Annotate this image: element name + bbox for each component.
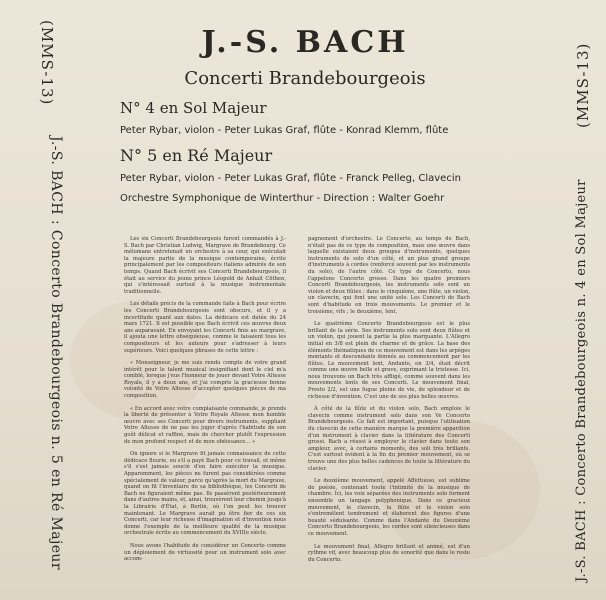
liner-paragraph: « Monseigneur, je me suis rendu compte de votre grand intérêt pour le talent musical insignifiant dont le ciel m'a comblé, lorsque j'eus l'honneur de jouer devant Votre Altesse Royale, il y a deux ans, et j'ai compris la gracieuse bonne volonté de Votre Altesse d'accepter quelques pièces de ma composition. [124,360,286,400]
work-title: Concerti Brandebourgeois [184,68,426,89]
liner-paragraph: À côté de la flûte et du violon solo, Bach emploie le clavecin comme instrument solo dans son Ve Concerto Brandebourgeois. Ce fait est important, puisque l'utilisation du clavecin de cette manière marque la première apparition d'un instrument à clavier dans la littérature des Concerti grossi. Bach a réussi à employer le clavier dans toute son ampleur, avec, à certains moments, des soli très brillants. C'est surtout évident à la fin du premier mouvement, où se trouve une des plus belles cadences de toute la littérature du clavier. [308,406,470,472]
liner-notes-left-column [124,236,286,569]
spine-right-catalog: (MMS-13) [574,42,592,128]
concerto-5-title: N° 5 en Ré Majeur [120,146,273,165]
concerto-4-performers: Peter Rybar, violon - Peter Lukas Graf, flûte - Konrad Klemm, flûte [120,125,449,136]
liner-paragraph: Nous avons l'habitude de considérer un Concerto comme un déploiement de virtuosité pour un instrument solo avec accom- [124,542,286,563]
orchestra-credit: Orchestre Symphonique de Winterthur - Direction : Walter Goehr [120,193,445,204]
liner-paragraph: pagnement d'orchestre. Le Concerto, au temps de Bach, n'était pas de ce type de composition, mais une œuvre dans laquelle existaient deux groupes d'instruments, quelques instruments de solo d'un côté, et un plus grand groupe d'instruments à cordes (renforcé souvent par les instruments du solo), de l'autre côté. Ce type de Concerto, nous l'appelons Concerto grosso. Dans les quatre premiers Concerti Brandebourgeois, les instruments solo sont un violon et deux flûtes ; dans le cinquième, une flûte, un violon, un clavecin, qui font une unité solo. Les Concerti de Bach sont d'habitude en trois mouvements. Le premier et le troisième, vifs ; le deuxième, lent. [308,236,470,315]
concerto-4-title: N° 4 en Sol Majeur [120,99,267,117]
concerto-5-performers: Peter Rybar, violon - Peter Lukas Graf, flûte - Franck Pelleg, Clavecin [120,173,461,184]
composer-name: J.-S. BACH [201,25,409,60]
liner-paragraph: Les six Concerti Brandebourgeois furent commandés à J.-S. Bach par Christian Ludwig, Margrave de Brandebourg. Ce mélomane entretenait un orchestre à sa cour, qui exécutait la majeure partie de la musique contemporaine, écrite principalement par les compositeurs italiens admirés de son temps. Quand Bach écrivit ses Concerti Brandebourgeois, il était au service du jeune prince Léopold de Anhalt Cöthen, qui s'intéressait surtout à la musique instrumentale traditionnelle. [124,236,286,295]
liner-paragraph: Le quatrième Concerto Brandebourgeois est le plus brillant de la série. Ses instruments solo sont deux flûtes et un violon, qui jouent la partie la plus marquante. L'Allegro initial en 3/8 est plein de charme et de grâce. La base des éléments thématiques de ce mouvement est dans les arpèges montants et descendants donnés au commencement par les flûtes. Le mouvement lent, Andante, en 3/4, était décrit comme une œuvre belle et grave, exprimant la tristesse. Ici, nous trouvons un Bach très affligé, comme souvent dans les mouvements lents de ses Concerti. Le mouvement final, Presto 2/2, est une fugue pleine de vie, de splendeur et de richesse d'invention. C'est une de ses plus belles œuvres. [308,321,470,400]
liner-notes [124,236,470,569]
sleeve-header [90,26,520,206]
spine-right-title: J.-S. BACH : Concerto Brandebourgeois n. 4 en Sol Majeur [574,179,589,582]
spine-left-catalog: (MMS-13) [38,20,56,106]
liner-notes-right-column [308,236,470,569]
liner-paragraph: Le mouvement final, Allegro brillant et animé, est d'un rythme vif, avec beaucoup plus de sonorité que dans le reste du Concerto. [308,543,470,563]
liner-paragraph: « En accord avec votre complaisante commande, je prends la liberté de présenter à Votre Royale Altesse mon humble œuvre avec ses Concerti pour divers instruments, suppliant Votre Altesse de ne pas les juger d'après l'habitude de son goût délicat et raffiné, mais de chercher plutôt l'expression de mon profond respect et de mon obéissance... » [124,405,286,445]
liner-paragraph: Les détails précis de la commande faite à Bach pour écrire les Concerti Brandebourgeois sont obscurs, et il y a incertitude quant aux dates. La dédicace est datée du 24 mars 1721. Il est possible que Bach écrivit ces œuvres deux ans auparavant. En envoyant les Concerti finis au margrave, il ajouta une lettre obséquieuse, comme le faisaient tous les compositeurs et les auteurs pour s'adresser à leurs supérieurs. Voici quelques phrases de cette lettre : [124,301,286,354]
liner-paragraph: On ignore si le Margrave fit jamais connaissance de cette dédicace fleurie, ou s'il a payé Bach pour ce travail, et même s'il s'est jamais soucié d'en faire exécuter la musique. Apparemment, les pièces ne furent pas considérées comme spécialement de valeur, parce qu'après la mort du Margrave, quand on fit l'inventaire de sa bibliothèque, les Concerti de Bach ne figuraient même pas. Ils passèrent postérieurement dans d'autres mains, et, ainsi, trouvèrent leur chemin jusqu'à la Librairie d'État, à Berlin, où l'on peut les trouver maintenant. Le Margrave aurait pu être fier de ces six Concerti, car leur richesse d'imagination et d'invention nous donne l'exemple de la meilleure qualité de la musique orchestrale écrite au commencement du XVIIIe siècle. [124,451,286,537]
spine-left-title: J.-S. BACH : Concerto Brandebourgeois n. 5 en Ré Majeur [48,136,64,570]
liner-paragraph: Le deuxième mouvement, appelé Affettuoso, est sublime de poésie, contenant toute l'intimité de la musique de chambre. Ici, les voix séparées des instruments solo forment ensemble un langage polyphonique. Dans ce gracieux mouvement, le clavecin, la flûte et le violon solo s'entremêlent tendrement et élaborent des figures d'une beauté séduisante. Comme dans l'Andante du Deuxième Concerto Brandebourgeois, les cordes sont silencieuses dans ce mouvement. [308,478,470,537]
